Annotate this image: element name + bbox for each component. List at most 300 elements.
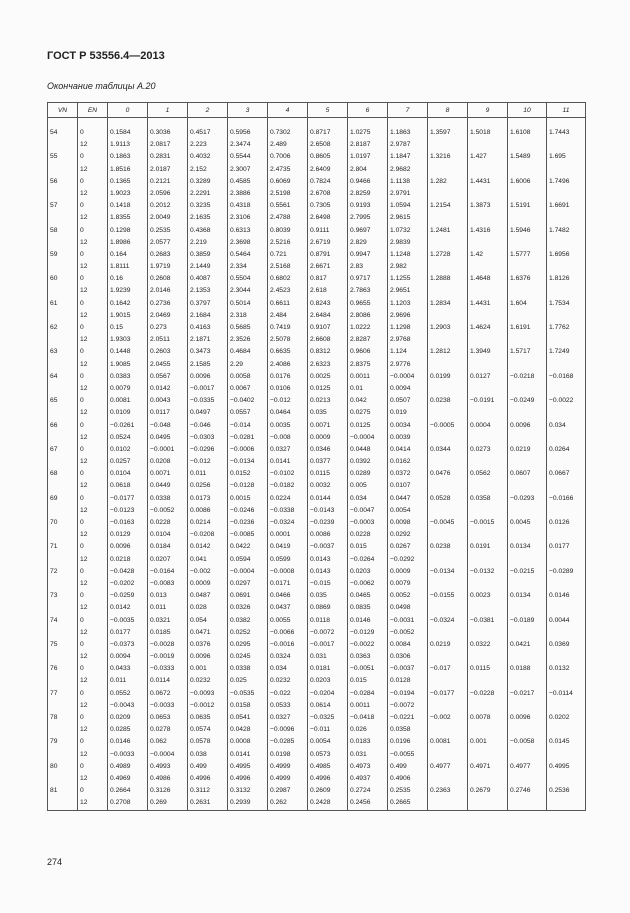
cell-value: −0.0037 (310, 543, 335, 551)
cell-value: 0.5504 (230, 275, 251, 283)
value-cell (108, 395, 148, 419)
value-cell (228, 615, 268, 639)
value-cell (228, 444, 268, 468)
cell-value: 63 (50, 348, 58, 356)
cell-value: 58 (50, 226, 58, 234)
cell-value: 0.0009 (190, 579, 211, 587)
cell-value: 0.4996 (190, 774, 211, 782)
cell-value: 0.0078 (470, 714, 491, 721)
value-cell (388, 151, 428, 175)
value-cell (547, 444, 586, 468)
value-cell (148, 493, 188, 517)
cell-value: 12 (80, 482, 88, 490)
cell-value: 1.0594 (390, 202, 411, 210)
value-cell (468, 298, 508, 322)
cell-value: 0.2609 (310, 787, 331, 795)
cell-value: 0.0079 (390, 579, 411, 587)
cell-value: 2.1449 (190, 263, 211, 271)
cell-value: 1.8516 (110, 165, 131, 173)
en-cell (78, 298, 108, 322)
cell-value: 0.019 (390, 409, 407, 417)
cell-value: 0.0557 (230, 409, 251, 417)
cell-value: 0.2535 (390, 787, 411, 795)
cell-value: 0.0567 (150, 372, 171, 380)
cell-value: 1.7482 (549, 226, 570, 234)
cell-value: 0.7302 (270, 129, 291, 136)
cell-value: −0.0289 (549, 567, 574, 575)
value-cell (508, 249, 547, 273)
cell-value: 2.9682 (390, 165, 411, 173)
cell-value: 0.4971 (470, 762, 491, 770)
cell-value: 2.8287 (350, 336, 371, 344)
value-cell (268, 322, 308, 346)
cell-value: 0.0437 (270, 604, 291, 612)
value-cell (547, 151, 586, 175)
vn-cell (48, 395, 78, 419)
cell-value: 0.9466 (350, 177, 371, 185)
cell-value: 0.0278 (150, 726, 171, 734)
cell-value: 0.0171 (270, 579, 291, 587)
cell-value: 0.4969 (110, 774, 131, 782)
cell-value: 1.1255 (390, 275, 411, 283)
value-cell (468, 785, 508, 810)
cell-value: 0.9193 (350, 202, 371, 210)
cell-value: 0.0096 (110, 543, 131, 551)
cell-value: 0.0321 (150, 616, 171, 624)
cell-value: −0.0004 (350, 433, 375, 441)
table-row (48, 615, 586, 639)
spacer-cell (268, 118, 308, 128)
cell-value: 0 (80, 445, 84, 453)
cell-value: −0.0004 (390, 372, 415, 380)
cell-value: 0.0058 (230, 372, 251, 380)
cell-value: 0.035 (310, 409, 327, 417)
value-cell (348, 298, 388, 322)
cell-value: −0.0164 (150, 567, 175, 575)
cell-value: 0.0023 (470, 592, 491, 600)
cell-value: 12 (80, 677, 88, 685)
cell-value: 0.0273 (470, 445, 491, 453)
cell-value: 12 (80, 214, 88, 222)
cell-value: 1.5777 (510, 250, 531, 258)
value-cell (148, 736, 188, 760)
value-cell (308, 298, 348, 322)
vn-cell (48, 273, 78, 297)
cell-value: 12 (80, 653, 88, 661)
value-cell (268, 541, 308, 565)
value-cell (108, 322, 148, 346)
cell-value: 0.164 (110, 250, 127, 258)
cell-value: 2.334 (230, 263, 247, 271)
vn-cell (48, 468, 78, 492)
cell-value: 1.9085 (110, 360, 131, 368)
value-cell (348, 541, 388, 565)
cell-value: −0.0055 (390, 750, 415, 758)
cell-value: 0.0146 (110, 738, 131, 746)
table-caption: Окончание таблицы А.20 (47, 81, 156, 91)
cell-value: 2.9696 (390, 311, 411, 319)
cell-value: −0.0191 (470, 397, 495, 405)
value-cell (148, 151, 188, 175)
value-cell (108, 785, 148, 810)
cell-value: −0.0381 (470, 616, 495, 624)
en-cell (78, 395, 108, 419)
cell-value: −0.0402 (230, 397, 255, 405)
value-cell (108, 663, 148, 687)
value-cell (268, 420, 308, 444)
cell-value: 0.0001 (270, 531, 291, 539)
table-row (48, 785, 586, 810)
value-cell (228, 785, 268, 810)
cell-value: 0.4999 (270, 762, 291, 770)
vn-cell (48, 736, 78, 760)
cell-value: 2.9787 (390, 141, 411, 149)
cell-value: 2.1585 (190, 360, 211, 368)
cell-value: 12 (80, 628, 88, 636)
cell-value: 0.0218 (110, 555, 131, 563)
cell-value: 12 (80, 506, 88, 514)
cell-value: −0.0129 (350, 628, 375, 636)
cell-value: 0.0203 (310, 677, 331, 685)
cell-value: 2.3106 (230, 214, 251, 222)
value-cell (547, 712, 586, 736)
document-header: ГОСТ Р 53556.4—2013 (47, 50, 165, 62)
value-cell (228, 127, 268, 151)
cell-value: 2.6719 (310, 238, 331, 246)
cell-value: 0.3132 (230, 787, 251, 795)
cell-value: 0.0011 (350, 701, 370, 709)
cell-value: 0.0176 (270, 372, 291, 380)
cell-value: 57 (50, 202, 58, 210)
cell-value: 0.2665 (390, 799, 411, 807)
cell-value: 0.262 (270, 799, 287, 807)
vn-cell (48, 420, 78, 444)
cell-value: 0.4517 (190, 129, 211, 136)
cell-value: 0.034 (270, 665, 287, 673)
value-cell (188, 736, 228, 760)
cell-value: 0.4684 (230, 348, 251, 356)
value-cell (508, 761, 547, 785)
value-cell (547, 322, 586, 346)
value-cell (308, 615, 348, 639)
cell-value: 0.3235 (190, 202, 211, 210)
table-row (48, 468, 586, 492)
column-header: 2 (188, 103, 228, 118)
value-cell (228, 761, 268, 785)
vn-cell (48, 761, 78, 785)
value-cell (547, 639, 586, 663)
cell-value: 2.4086 (270, 360, 291, 368)
cell-value: 0.0422 (230, 543, 251, 551)
cell-value: −0.0001 (150, 445, 175, 453)
column-header: EN (78, 103, 108, 118)
cell-value: 1.9239 (110, 287, 131, 295)
cell-value: 0.0011 (350, 372, 370, 380)
value-cell (228, 298, 268, 322)
cell-value: 0.0104 (110, 470, 131, 478)
value-cell (148, 420, 188, 444)
cell-value: 0.2456 (350, 799, 371, 807)
cell-value: −0.0221 (390, 714, 415, 721)
cell-value: 0 (80, 470, 84, 478)
value-cell (508, 615, 547, 639)
column-header: 7 (388, 103, 428, 118)
cell-value: 0 (80, 324, 84, 331)
cell-value: 0.9697 (350, 226, 371, 234)
cell-value: −0.0016 (270, 640, 295, 648)
value-cell (388, 322, 428, 346)
page-number: 274 (47, 857, 63, 867)
spacer-cell (308, 118, 348, 128)
column-header: 5 (308, 103, 348, 118)
table-row (48, 273, 586, 297)
value-cell (308, 688, 348, 712)
cell-value: 0.0054 (310, 738, 331, 746)
cell-value: 61 (50, 299, 58, 307)
table-header-row (48, 103, 586, 118)
table-row (48, 736, 586, 760)
cell-value: −0.0052 (390, 628, 415, 636)
cell-value: −0.0085 (230, 531, 255, 539)
spacer-cell (428, 118, 468, 128)
cell-value: 2.5198 (270, 189, 291, 197)
cell-value: 0.0096 (510, 421, 531, 429)
cell-value: 2.7995 (350, 214, 371, 222)
value-cell (308, 225, 348, 249)
value-cell (547, 736, 586, 760)
value-cell (348, 273, 388, 297)
table-row (48, 493, 586, 517)
cell-value: 0 (80, 348, 84, 356)
cell-value: 0.0009 (390, 567, 411, 575)
value-cell (228, 493, 268, 517)
cell-value: 0.0188 (510, 665, 531, 673)
cell-value: 12 (80, 774, 88, 782)
value-cell (228, 468, 268, 492)
value-cell (308, 663, 348, 687)
cell-value: 0.8605 (310, 153, 331, 161)
value-cell (108, 639, 148, 663)
cell-value: 1.9303 (110, 336, 131, 344)
cell-value: −0.0132 (470, 567, 495, 575)
value-cell (228, 566, 268, 590)
cell-value: 0.5956 (230, 129, 251, 136)
cell-value: 0.0104 (150, 531, 171, 539)
cell-value: 1.1298 (390, 324, 411, 331)
value-cell (348, 395, 388, 419)
cell-value: 59 (50, 250, 58, 258)
value-cell (428, 566, 468, 590)
value-cell (268, 493, 308, 517)
vn-cell (48, 663, 78, 687)
value-cell (308, 200, 348, 224)
cell-value: −0.011 (310, 726, 331, 734)
cell-value: 0.0025 (310, 372, 331, 380)
cell-value: −0.008 (270, 433, 291, 441)
cell-value: 0.16 (110, 275, 124, 283)
value-cell (348, 176, 388, 200)
cell-value: −0.0128 (230, 482, 255, 490)
cell-value: −0.0028 (150, 640, 175, 648)
cell-value: 1.1847 (390, 153, 411, 161)
value-cell (188, 298, 228, 322)
cell-value: −0.0096 (270, 726, 295, 734)
cell-value: 1.7762 (549, 324, 570, 331)
cell-value: 0.9655 (350, 299, 371, 307)
value-cell (547, 395, 586, 419)
cell-value: 0.2708 (110, 799, 131, 807)
value-cell (428, 736, 468, 760)
cell-value: 2.6708 (310, 189, 331, 197)
cell-value: 0.0295 (230, 640, 251, 648)
value-cell (348, 444, 388, 468)
cell-value: 1.695 (549, 153, 566, 161)
cell-value: 0.0573 (310, 750, 331, 758)
cell-value: 0.0552 (110, 689, 131, 697)
value-cell (508, 322, 547, 346)
cell-value: −0.0303 (190, 433, 215, 441)
cell-value: −0.0324 (270, 519, 295, 526)
cell-value: −0.0249 (510, 397, 535, 405)
cell-value: 0.0476 (430, 470, 451, 478)
cell-value: 2.1353 (190, 287, 211, 295)
cell-value: 2.1871 (190, 336, 211, 344)
cell-value: 1.1248 (390, 250, 411, 258)
value-cell (428, 176, 468, 200)
value-cell (228, 517, 268, 541)
cell-value: 0.1642 (110, 299, 131, 307)
cell-value: 0 (80, 689, 84, 697)
cell-value: 0.038 (190, 750, 207, 758)
cell-value: 0 (80, 616, 84, 624)
cell-value: 0.0008 (230, 738, 251, 746)
table-row (48, 566, 586, 590)
cell-value: 0.0084 (390, 640, 411, 648)
value-cell (547, 688, 586, 712)
spacer-cell (48, 118, 78, 128)
cell-value: −0.0052 (150, 506, 175, 514)
vn-cell (48, 590, 78, 614)
cell-value: −0.0003 (350, 519, 375, 526)
cell-value: 0.0134 (510, 543, 531, 551)
value-cell (508, 298, 547, 322)
cell-value: −0.017 (430, 665, 451, 673)
column-header: 3 (228, 103, 268, 118)
cell-value: 0.0421 (510, 640, 531, 648)
cell-value: 0.0533 (270, 701, 291, 709)
cell-value: −0.0208 (190, 531, 215, 539)
en-cell (78, 225, 108, 249)
column-header: 10 (508, 103, 547, 118)
cell-value: −0.0123 (110, 506, 135, 514)
value-cell (547, 615, 586, 639)
cell-value: 81 (50, 787, 58, 795)
cell-value: −0.048 (150, 421, 171, 429)
cell-value: 0.034 (350, 494, 367, 502)
table-row (48, 200, 586, 224)
cell-value: 2.0455 (150, 360, 171, 368)
cell-value: 1.124 (390, 348, 407, 356)
cell-value: 0.0524 (110, 433, 131, 441)
cell-value: 2.8187 (350, 141, 371, 149)
cell-value: 2.982 (390, 263, 407, 271)
cell-value: 0.499 (390, 762, 407, 770)
cell-value: 0.0369 (549, 640, 570, 648)
value-cell (308, 639, 348, 663)
value-cell (308, 493, 348, 517)
cell-value: 2.9791 (390, 189, 411, 197)
cell-value: 2.6671 (310, 263, 331, 271)
cell-value: −0.0035 (110, 616, 135, 624)
value-cell (348, 712, 388, 736)
value-cell (348, 566, 388, 590)
cell-value: 0.4973 (350, 762, 371, 770)
cell-value: 0.0009 (310, 433, 331, 441)
value-cell (108, 493, 148, 517)
cell-value: 0.0232 (270, 677, 291, 685)
cell-value: 12 (80, 409, 88, 417)
value-cell (148, 444, 188, 468)
cell-value: −0.0194 (390, 689, 415, 697)
cell-value: 0.0238 (430, 397, 451, 405)
cell-value: −0.0246 (230, 506, 255, 514)
cell-value: −0.0072 (390, 701, 415, 709)
cell-value: 0.0465 (350, 592, 371, 600)
value-cell (348, 225, 388, 249)
value-cell (308, 249, 348, 273)
cell-value: 0.0338 (150, 494, 171, 502)
value-cell (508, 127, 547, 151)
value-cell (547, 493, 586, 517)
value-cell (388, 566, 428, 590)
value-cell (308, 127, 348, 151)
cell-value: 2.6508 (310, 141, 331, 149)
cell-value: −0.0022 (549, 397, 574, 405)
value-cell (508, 395, 547, 419)
en-cell (78, 322, 108, 346)
cell-value: 0.0653 (150, 714, 171, 721)
cell-value: 0.0044 (549, 616, 570, 624)
cell-value: 79 (50, 738, 58, 746)
cell-value: −0.0155 (430, 592, 455, 600)
value-cell (388, 736, 428, 760)
value-cell (348, 346, 388, 370)
cell-value: 0.011 (150, 604, 167, 612)
cell-value: 1.3873 (470, 202, 491, 210)
en-cell (78, 712, 108, 736)
cell-value: 0.2536 (549, 787, 570, 795)
value-cell (108, 736, 148, 760)
value-cell (148, 517, 188, 541)
value-cell (268, 639, 308, 663)
cell-value: −0.0017 (310, 640, 335, 648)
cell-value: −0.0285 (270, 738, 295, 746)
cell-value: 0.0635 (190, 714, 211, 721)
cell-value: 0.4318 (230, 202, 251, 210)
cell-value: 0 (80, 202, 84, 210)
value-cell (108, 371, 148, 395)
cell-value: 2.0187 (150, 165, 171, 173)
cell-value: 0.0142 (110, 604, 131, 612)
cell-value: 0 (80, 226, 84, 234)
value-cell (547, 541, 586, 565)
value-cell (468, 395, 508, 419)
value-cell (268, 346, 308, 370)
cell-value: 0.0264 (549, 445, 570, 453)
value-cell (268, 663, 308, 687)
cell-value: −0.014 (230, 421, 251, 429)
value-cell (108, 249, 148, 273)
